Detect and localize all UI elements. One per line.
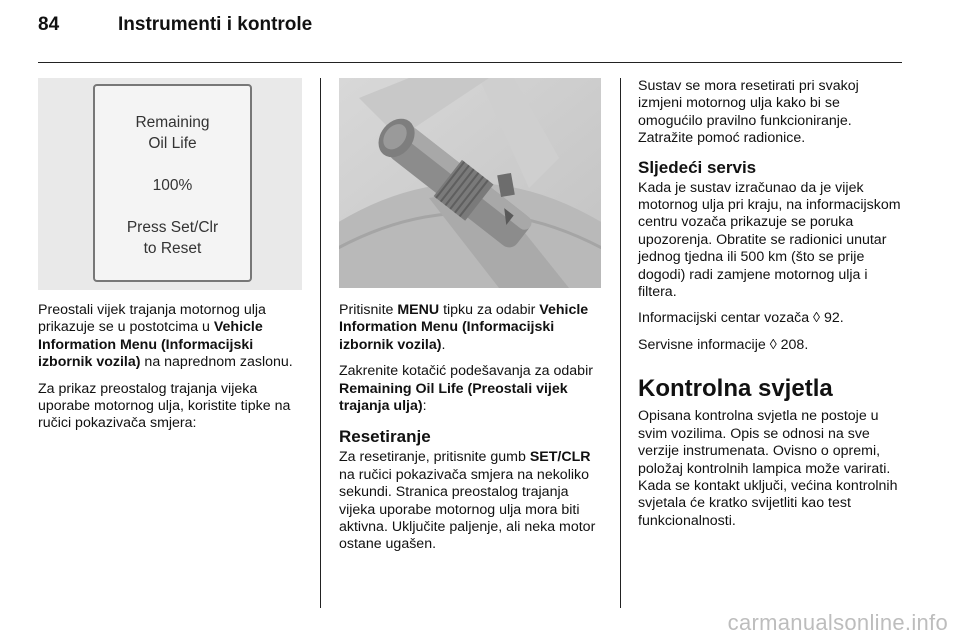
oil-life-display-illustration xyxy=(38,78,302,290)
display-line-oil-life: Oil Life xyxy=(148,135,197,152)
display-line-press: Press Set/Clr xyxy=(126,219,219,236)
paragraph xyxy=(339,363,607,415)
column-divider-1 xyxy=(320,78,321,608)
menu-button-name: MENU xyxy=(397,302,440,318)
menu-name: Vehicle Information Menu (Informacijski izbornik vozila) xyxy=(38,319,263,371)
page-title: Instrumenti i kontrole xyxy=(118,14,313,35)
paragraph: Sustav se mora resetirati pri svakoj izmjeni motornog ulja kako bi se omogućilo pravilno funkcioniranje. Zatražite pomoć radionice. xyxy=(638,78,859,147)
menu-item-name: Remaining Oil Life (Preostali vijek trajanja ulja) xyxy=(339,380,568,415)
watermark: carmanualsonline.info xyxy=(727,610,948,635)
text-run: Preostali vijek trajanja motornog ulja prikazuje se u postotcima u xyxy=(38,302,266,336)
turn-signal-lever-illustration xyxy=(339,78,601,288)
text-run: . xyxy=(441,336,446,353)
text-run: Servisne informacije xyxy=(638,336,770,353)
text-run: tipku za odabir xyxy=(439,302,540,318)
text-run: : xyxy=(422,398,427,415)
header-rule xyxy=(38,62,902,63)
text-run: na ručici pokazivača smjera na nekoliko sekundi. Stranica preostalog trajanja vijeka uporabe motornog ulja mora biti aktivna. Uključite paljenje, ali neka motor ostane ugašen. xyxy=(339,466,596,553)
set-clr-button-name: SET/CLR xyxy=(529,449,591,466)
page-reference-number: 208. xyxy=(776,336,809,353)
paragraph: Za prikaz preostalog trajanja vijeka uporabe motornog ulja, koristite tipke na ručici pokazivača smjera: xyxy=(38,380,291,432)
column-3-text xyxy=(638,78,906,539)
section-heading-next-service: Sljedeći servis xyxy=(638,157,757,177)
display-line-remaining: Remaining xyxy=(135,114,210,131)
section-heading-reset: Resetiranje xyxy=(339,427,431,447)
page-header xyxy=(38,14,312,36)
paragraph xyxy=(638,310,906,327)
text-run: Informacijski centar vozača xyxy=(638,310,814,327)
paragraph: Kada je sustav izračunao da je vijek motornog ulja pri kraju, na informacijskom centru vozača prikazuje se poruka upozorenja. Obratite se radionici unutar jednog tjedna ili 500 km (što se prije dogodi) radi zamjene motornog ulja i filtera. xyxy=(638,179,901,301)
page-number: 84 xyxy=(38,14,60,35)
text-run: Pritisnite xyxy=(339,302,398,318)
display-percent: 100% xyxy=(152,177,193,194)
paragraph: Opisana kontrolna svjetla ne postoje u svim vozilima. Opis se odnosi na sve verzije instrumenata. Ovisno o opremi, položaj kontrolnih lampica može varirati. Kada se kontakt uključi, većina kontrolnih svjetala će kratko svijetliti kao test funkcionalnosti. xyxy=(638,408,898,529)
paragraph xyxy=(638,337,906,354)
text-run: na naprednom zaslonu. xyxy=(140,354,293,371)
column-1-text xyxy=(38,302,306,442)
page-reference-icon: ◊ xyxy=(813,310,821,327)
display-screen xyxy=(93,84,252,282)
menu-name: Vehicle Information Menu (Informacijski izbornik vozila) xyxy=(339,302,589,353)
page-reference-number: 92. xyxy=(820,310,844,327)
paragraph xyxy=(339,449,607,553)
column-2-text xyxy=(339,302,607,563)
lever-drawing xyxy=(339,78,601,288)
text-run: Za resetiranje, pritisnite gumb xyxy=(339,449,530,466)
display-line-reset: to Reset xyxy=(143,240,202,257)
paragraph xyxy=(339,302,607,354)
paragraph xyxy=(38,302,306,372)
column-divider-2 xyxy=(620,78,621,608)
page-reference-icon: ◊ xyxy=(769,336,777,353)
section-heading-warning-lights: Kontrolna svjetla xyxy=(638,375,833,403)
text-run: Zakrenite kotačić podešavanja za odabir xyxy=(339,363,593,380)
